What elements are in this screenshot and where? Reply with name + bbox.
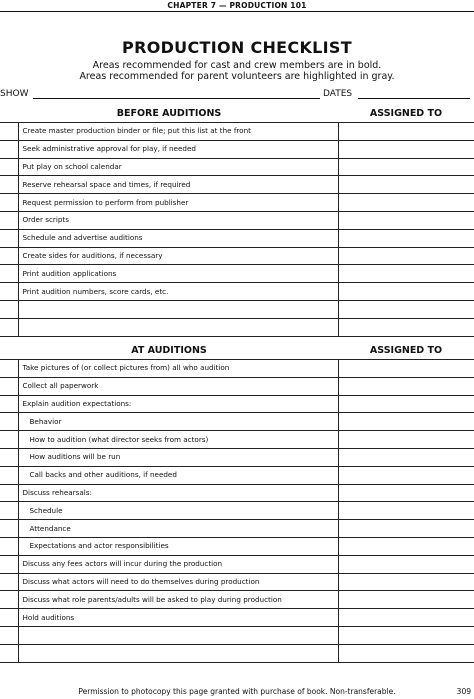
checkbox-cell[interactable] [0,520,18,538]
task-cell: Schedule and advertise auditions [18,229,338,247]
task-cell: How auditions will be run [18,448,338,466]
checklist-row [0,448,474,466]
checklist-row [0,265,474,283]
checklist-row [0,300,474,318]
checkbox-cell[interactable] [0,377,18,395]
checkbox-cell[interactable] [0,360,18,378]
task-cell: Discuss what role parents/adults will be asked to play during production [18,591,338,609]
checklist-row [0,591,474,609]
assigned-to-cell[interactable] [338,520,474,538]
checkbox-cell[interactable] [0,176,18,194]
assigned-to-cell[interactable] [338,229,474,247]
permission-note: Permission to photocopy this page granted with purchase of book. Non-transferable. [78,687,396,696]
checklist-row [0,520,474,538]
task-cell: Discuss any fees actors will incur during the production [18,555,338,573]
checkbox-cell[interactable] [0,537,18,555]
checkbox-cell[interactable] [0,158,18,176]
assigned-to-cell[interactable] [338,176,474,194]
checkbox-cell[interactable] [0,502,18,520]
checkbox-cell[interactable] [0,609,18,627]
checkbox-cell[interactable] [0,626,18,644]
checklist-row [0,158,474,176]
assigned-to-cell[interactable] [338,194,474,212]
checkbox-cell[interactable] [0,211,18,229]
task-cell [18,626,338,644]
assigned-to-cell[interactable] [338,360,474,378]
task-cell: Create sides for auditions, if necessary [18,247,338,265]
assigned-to-cell[interactable] [338,395,474,413]
assigned-to-cell[interactable] [338,413,474,431]
checkbox-cell[interactable] [0,448,18,466]
checkbox-cell[interactable] [0,318,18,336]
task-cell: How to audition (what director seeks from actors) [18,431,338,449]
assigned-to-cell[interactable] [338,573,474,591]
checklist-row [0,395,474,413]
assigned-to-cell[interactable] [338,300,474,318]
subtitle-gray-note: Areas recommended for parent volunteers are highlighted in gray. [79,71,395,82]
task-cell: Behavior [18,413,338,431]
checklist-row [0,537,474,555]
assigned-to-cell[interactable] [338,265,474,283]
checkbox-cell[interactable] [0,229,18,247]
task-cell [18,644,338,662]
checkbox-cell[interactable] [0,466,18,484]
checklist-row [0,626,474,644]
checklist-row [0,573,474,591]
assigned-to-cell[interactable] [338,431,474,449]
assigned-to-cell[interactable] [338,211,474,229]
assigned-to-cell[interactable] [338,609,474,627]
checkbox-cell[interactable] [0,283,18,301]
checklist-row [0,360,474,378]
checklist-row [0,466,474,484]
checklist-table [0,359,474,663]
assigned-to-cell[interactable] [338,140,474,158]
section-heading: AT AUDITIONS [131,345,207,356]
checklist-row [0,194,474,212]
section-header [0,105,474,122]
task-cell: Call backs and other auditions, if needed [18,466,338,484]
checklist-row [0,431,474,449]
assigned-to-cell[interactable] [338,466,474,484]
checkbox-cell[interactable] [0,123,18,141]
chapter-header: CHAPTER 7 — PRODUCTION 101 [0,0,474,12]
checklist-row [0,247,474,265]
task-cell: Create master production binder or file; put this list at the front [18,123,338,141]
assigned-to-cell[interactable] [338,448,474,466]
checkbox-cell[interactable] [0,194,18,212]
checkbox-cell[interactable] [0,644,18,662]
checklist-row [0,283,474,301]
task-cell: Print audition applications [18,265,338,283]
task-cell: Take pictures of (or collect pictures from) all who audition [18,360,338,378]
checklist-row [0,123,474,141]
checklist-row [0,555,474,573]
assigned-to-cell[interactable] [338,626,474,644]
checklist-row [0,413,474,431]
assigned-to-cell[interactable] [338,644,474,662]
page-number: 309 [456,687,471,696]
task-cell: Attendance [18,520,338,538]
task-cell [18,300,338,318]
checklist-row [0,377,474,395]
checklist-row [0,484,474,502]
task-cell: Order scripts [18,211,338,229]
task-cell: Schedule [18,502,338,520]
checkbox-cell[interactable] [0,591,18,609]
assigned-to-cell[interactable] [338,377,474,395]
task-cell: Seek administrative approval for play, if needed [18,140,338,158]
show-dates-row [0,89,474,101]
checklist-row [0,176,474,194]
assigned-to-cell[interactable] [338,158,474,176]
checklist-row [0,229,474,247]
assigned-to-cell[interactable] [338,537,474,555]
page-footer [0,685,474,697]
task-cell: Collect all paperwork [18,377,338,395]
task-cell [18,318,338,336]
checklist-table [0,122,474,337]
assigned-to-cell[interactable] [338,318,474,336]
checklist-row [0,318,474,336]
checkbox-cell[interactable] [0,413,18,431]
checkbox-cell[interactable] [0,573,18,591]
task-cell: Request permission to perform from publisher [18,194,338,212]
checkbox-cell[interactable] [0,484,18,502]
task-cell: Expectations and actor responsibilities [18,537,338,555]
checklist-row [0,644,474,662]
task-cell: Reserve rehearsal space and times, if required [18,176,338,194]
task-cell: Hold auditions [18,609,338,627]
task-cell: Put play on school calendar [18,158,338,176]
assigned-to-cell[interactable] [338,484,474,502]
task-cell: Explain audition expectations: [18,395,338,413]
checkbox-cell[interactable] [0,300,18,318]
checklist-row [0,502,474,520]
assigned-to-cell[interactable] [338,123,474,141]
task-cell: Discuss what actors will need to do themselves during production [18,573,338,591]
checkbox-cell[interactable] [0,247,18,265]
checkbox-cell[interactable] [0,265,18,283]
subtitle-bold-note: Areas recommended for cast and crew members are in bold. [92,60,382,71]
assigned-to-cell[interactable] [338,247,474,265]
task-cell: Discuss rehearsals: [18,484,338,502]
checklist-row [0,211,474,229]
checklist-row [0,609,474,627]
assigned-to-cell[interactable] [338,502,474,520]
assigned-to-cell[interactable] [338,591,474,609]
dates-label: DATES [323,89,353,99]
dates-input-line[interactable] [358,98,470,99]
show-input-line[interactable] [33,98,320,99]
assigned-to-cell[interactable] [338,283,474,301]
checkbox-cell[interactable] [0,555,18,573]
assigned-to-heading: ASSIGNED TO [369,345,443,356]
page-title: PRODUCTION CHECKLIST [122,38,352,57]
section-heading: BEFORE AUDITIONS [116,108,222,119]
checklist-row [0,140,474,158]
assigned-to-cell[interactable] [338,555,474,573]
assigned-to-heading: ASSIGNED TO [369,108,443,119]
task-cell: Print audition numbers, score cards, etc. [18,283,338,301]
section-header [0,342,474,359]
checkbox-cell[interactable] [0,395,18,413]
checkbox-cell[interactable] [0,140,18,158]
show-label: SHOW [0,89,29,99]
checkbox-cell[interactable] [0,431,18,449]
